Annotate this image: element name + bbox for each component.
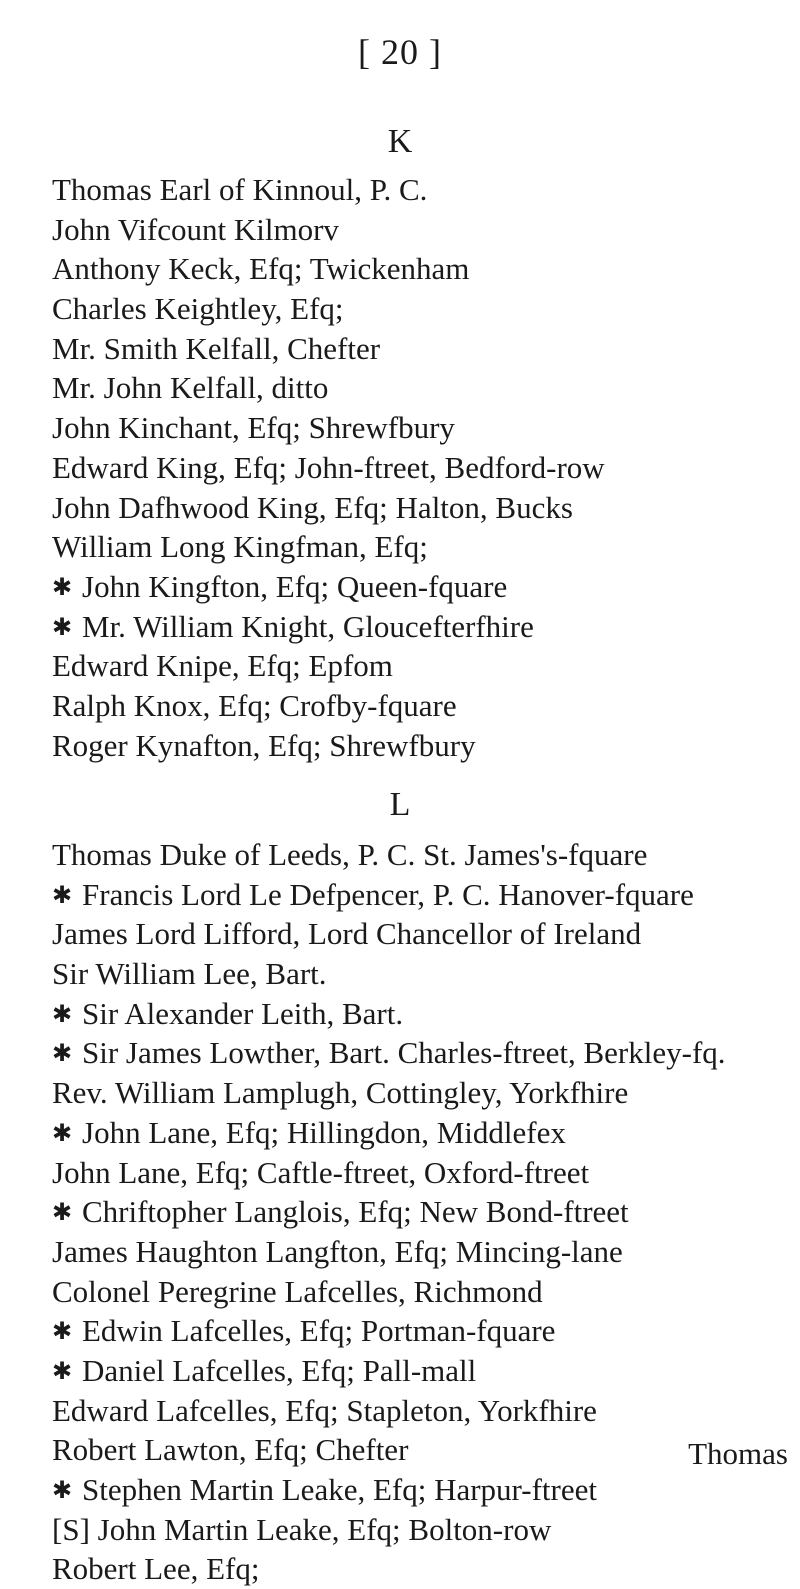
list-item — [52, 875, 792, 915]
entry-text: Anthony Keck, Efq; Twickenham — [52, 251, 470, 287]
entry-text: James Lord Lifford, Lord Chancellor of Ireland — [52, 916, 642, 952]
asterisk-mark: ✱ — [52, 574, 73, 601]
list-item — [52, 1153, 792, 1193]
entry-text: Ralph Knox, Efq; Crofby-fquare — [52, 687, 457, 723]
entry-text: Thomas Duke of Leeds, P. C. St. James's-fquare — [52, 837, 648, 872]
entry-text: Stephen Martin Leake, Efq; Harpur-ftreet — [82, 1472, 597, 1507]
list-item — [52, 1311, 792, 1351]
list-item — [52, 1510, 792, 1550]
list-item — [52, 954, 792, 994]
entry-text: Charles Keightley, Efq; — [52, 291, 344, 327]
entry-text: Chriftopher Langlois, Efq; New Bond-ftreet — [82, 1194, 629, 1230]
entry-text: Sir Alexander Leith, Bart. — [82, 995, 404, 1031]
entry-text: John Lane, Efq; Hillingdon, Middlefex — [82, 1114, 566, 1150]
list-item — [52, 726, 792, 766]
entry-text: James Haughton Langfton, Efq; Mincing-lane — [52, 1233, 623, 1269]
list-item — [52, 1470, 792, 1510]
list-item — [52, 329, 792, 369]
entry-text: Edward Lafcelles, Efq; Stapleton, Yorkfhire — [52, 1392, 597, 1428]
list-item — [52, 488, 792, 528]
catchword: Thomas — [688, 1436, 788, 1471]
entry-text: Mr. William Knight, Gloucefterfhire — [82, 608, 534, 644]
entry-text: Robert Lawton, Efq; Chefter — [52, 1432, 409, 1468]
entry-text: Daniel Lafcelles, Efq; Pall-mall — [82, 1352, 477, 1388]
list-item — [52, 994, 792, 1034]
entry-text: Robert Lee, Efq; — [52, 1551, 260, 1587]
list-item — [52, 567, 792, 607]
entry-text: Mr. Smith Kelfall, Chefter — [52, 330, 381, 366]
entry-text: John Kinchant, Efq; Shrewfbury — [52, 410, 455, 446]
asterisk-mark: ✱ — [52, 1120, 73, 1147]
asterisk-mark: ✱ — [52, 1001, 73, 1028]
list-item — [52, 1073, 792, 1113]
section-heading-l: L — [389, 786, 411, 823]
entry-text: Edward Knipe, Efq; Epfom — [52, 648, 393, 684]
asterisk-mark: ✱ — [52, 1041, 73, 1068]
list-item — [52, 1272, 792, 1312]
asterisk-mark: ✱ — [52, 882, 73, 909]
list-item — [52, 170, 792, 210]
list-item — [52, 249, 792, 289]
entry-text: Francis Lord Le Defpencer, P. C. Hanover-fquare — [82, 876, 694, 912]
list-item — [52, 408, 792, 448]
list-item — [52, 1351, 792, 1391]
list-item — [52, 1232, 792, 1272]
entry-text: Mr. John Kelfall, ditto — [52, 370, 329, 406]
list-item — [52, 1430, 792, 1470]
list-item — [52, 368, 792, 408]
list-item — [52, 210, 792, 250]
entry-text: John Vifcount Kilmorv — [52, 211, 339, 247]
list-item — [52, 448, 792, 488]
asterisk-mark: ✱ — [52, 1200, 73, 1227]
list-item — [52, 1113, 792, 1153]
entry-text: Roger Kynafton, Efq; Shrewfbury — [52, 727, 476, 763]
section-heading-k: K — [387, 123, 413, 160]
entry-text: Edwin Lafcelles, Efq; Portman-fquare — [82, 1313, 556, 1349]
list-item — [52, 686, 792, 726]
subscriber-list-k — [52, 170, 792, 765]
asterisk-mark: ✱ — [52, 1319, 73, 1346]
entry-text: Rev. William Lamplugh, Cottingley, Yorkfhire — [52, 1075, 629, 1111]
list-item — [52, 1549, 792, 1589]
entry-text: Thomas Earl of Kinnoul, P. C. — [52, 172, 428, 207]
entry-text: John Lane, Efq; Caftle-ftreet, Oxford-ftreet — [52, 1154, 590, 1190]
entry-text: John Kingfton, Efq; Queen-fquare — [82, 568, 508, 604]
entry-text: Edward King, Efq; John-ftreet, Bedford-row — [52, 449, 605, 485]
subscriber-list-l — [52, 835, 792, 1589]
entry-text: Sir William Lee, Bart. — [52, 956, 327, 992]
list-item — [52, 835, 792, 875]
list-item — [52, 1192, 792, 1232]
entry-text: [S] John Martin Leake, Efq; Bolton-row — [52, 1511, 552, 1547]
asterisk-mark: ✱ — [52, 1358, 73, 1385]
page-number: [ 20 ] — [358, 32, 442, 72]
list-item — [52, 646, 792, 686]
asterisk-mark: ✱ — [52, 614, 73, 641]
list-item — [52, 1391, 792, 1431]
asterisk-mark: ✱ — [52, 1478, 73, 1504]
list-item — [52, 914, 792, 954]
entry-text: John Dafhwood King, Efq; Halton, Bucks — [52, 489, 573, 525]
entry-text: William Long Kingfman, Efq; — [52, 529, 428, 565]
list-item — [52, 607, 792, 647]
entry-text: Colonel Peregrine Lafcelles, Richmond — [52, 1273, 543, 1309]
list-item — [52, 289, 792, 329]
list-item — [52, 1033, 792, 1073]
list-item — [52, 527, 792, 567]
entry-text: Sir James Lowther, Bart. Charles-ftreet, Berkley-fq. — [82, 1035, 726, 1071]
